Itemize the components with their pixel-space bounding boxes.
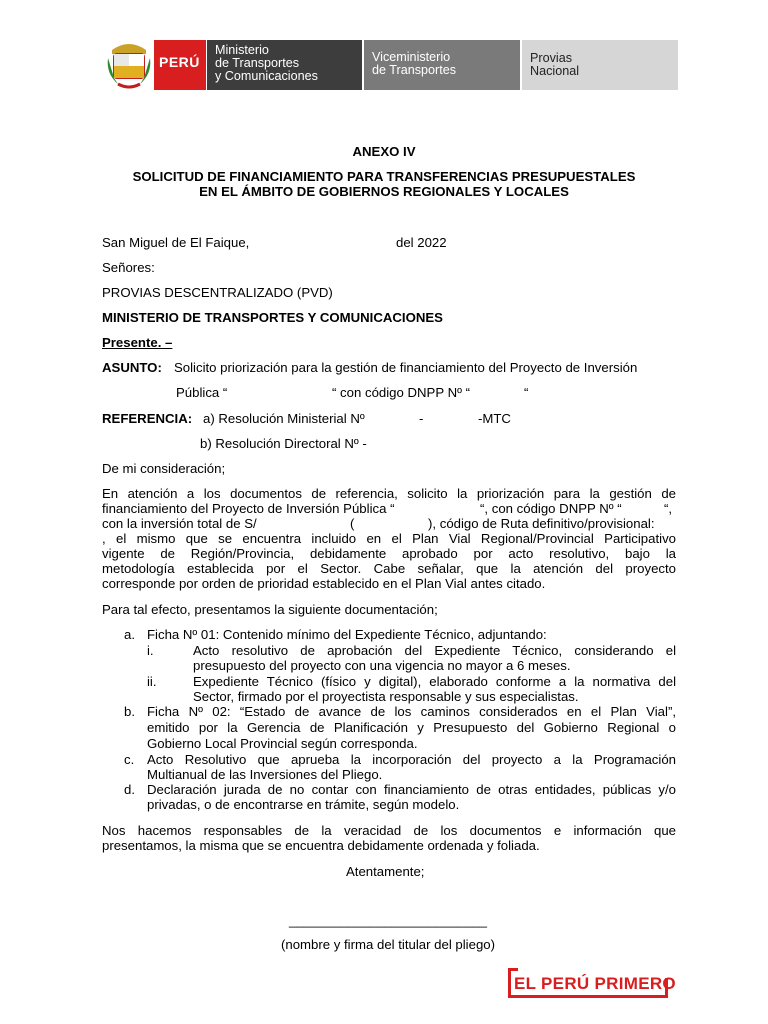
paragraph1-line1: En atención a los documentos de referencia, solicito la priorización para la gestión de [102,486,676,501]
document-title-line1: SOLICITUD DE FINANCIAMIENTO PARA TRANSFERENCIAS PRESUPUESTALES [132,169,636,184]
ministry-block [207,40,362,90]
closing: Atentamente; [346,864,425,879]
list-item-i-line2: presupuesto del proyecto con una vigencia no mayor a 6 meses. [193,658,571,673]
presente: Presente. – [102,335,173,350]
list-item-ii-line1: Expediente Técnico (físico y digital), elaborado conforme a la normativa del [193,674,676,689]
list-item-b-line3: Gobierno Local Provincial según corresponda. [147,736,418,751]
asunto-line2c: “ [524,385,529,400]
list-item-c-line2: Multianual de las Inversiones del Pliego. [147,767,383,782]
paragraph1-line2c: “, [664,501,673,516]
referencia-a-dash: - [419,411,424,426]
signature-caption: (nombre y firma del titular del pliego) [280,937,496,952]
paragraph1-line5: vigente de Región/Provincia, debidamente aprobado por acto resolutivo, bajo la [102,546,676,561]
asunto-label: ASUNTO: [102,360,162,375]
list-marker-c: c. [124,752,135,767]
annex-title: ANEXO IV [352,144,416,159]
place: San Miguel de El Faique, [102,235,250,250]
asunto-text: Solicito priorización para la gestión de financiamiento del Proyecto de Inversión [174,360,638,375]
salutation: Señores: [102,260,155,275]
document-title-line2: EN EL ÁMBITO DE GOBIERNOS REGIONALES Y LOCALES [199,184,569,199]
slogan-text: EL PERÚ PRIMERO [514,974,676,993]
referencia-label: REFERENCIA: [102,411,193,426]
viceministry-label: Viceministerio de Transportes [372,50,457,77]
list-item-b-line2: emitido por la Gerencia de Planificación y Presupuesto del Gobierno Regional o [147,720,676,735]
list-marker-ii: ii. [147,674,157,689]
provias-block [522,40,678,90]
signature-line: ___________________________ [288,913,488,928]
viceministry-block [364,40,520,90]
paragraph1-line3c: ), código de Ruta definitivo/provisional: [428,516,655,531]
recipient-pvd: PROVIAS DESCENTRALIZADO (PVD) [102,285,333,300]
list-marker-b: b. [124,704,135,719]
asunto-line2a: Pública “ [176,385,228,400]
list-item-d-line2: privadas, o de encontrarse en trámite, según modelo. [147,797,460,812]
asunto-line2b: “ con código DNPP Nº “ [332,385,470,400]
referencia-a: a) Resolución Ministerial Nº [203,411,365,426]
list-item-a-line1: Ficha Nº 01: Contenido mínimo del Expediente Técnico, adjuntando: [147,627,547,642]
paragraph2: Para tal efecto, presentamos la siguiente documentación; [102,602,438,617]
slogan-logo [508,968,676,998]
paragraph1-line3b: ( [350,516,355,531]
paragraph1-line6: metodología establecida por el Sector. Cabe señalar, que la atención del proyecto [102,561,676,576]
paragraph1-line3a: con la inversión total de S/ [102,516,257,531]
paragraph1-line7: corresponde por orden de prioridad establecido en el Plan Vial antes citado. [102,576,546,591]
list-item-b-line1: Ficha Nº 02: “Estado de avance de los caminos considerados en el Plan Vial”, [147,704,676,719]
recipient-ministry: MINISTERIO DE TRANSPORTES Y COMUNICACIONES [102,310,443,325]
referencia-b: b) Resolución Directoral Nº - [200,436,367,451]
year: del 2022 [396,235,447,250]
paragraph1-line4: , el mismo que se encuentra incluido en el Plan Vial Regional/Provincial Participativo [102,531,676,546]
list-marker-d: d. [124,782,135,797]
list-item-d-line1: Declaración jurada de no contar con financiamiento de otras entidades, públicas y/o [147,782,676,797]
paragraph3-line1: Nos hacemos responsables de la veracidad de los documentos e información que [102,823,676,838]
coat-of-arms-icon [106,40,152,90]
greeting: De mi consideración; [102,461,226,476]
peru-flag-block [154,40,206,90]
list-item-ii-line2: Sector, firmado por el proyectista responsable y sus especialistas. [193,689,579,704]
list-marker-i: i. [147,643,154,658]
peru-label: PERÚ [159,54,200,70]
list-marker-a: a. [124,627,135,642]
list-item-i-line1: Acto resolutivo de aprobación del Expediente Técnico, considerando el [193,643,676,658]
paragraph3-line2: presentamos, la misma que se encuentra debidamente ordenada y foliada. [102,838,540,853]
list-item-c-line1: Acto Resolutivo que aprueba la incorporación del proyecto a la Programación [147,752,676,767]
paragraph1-line2a: financiamiento del Proyecto de Inversión Pública “ [102,501,395,516]
referencia-a-mtc: -MTC [478,411,511,426]
provias-label: Provias Nacional [530,51,580,78]
paragraph1-line2b: “, con código DNPP Nº “ [480,501,622,516]
ministry-label: Ministerio de Transportes y Comunicaciones [215,43,318,83]
